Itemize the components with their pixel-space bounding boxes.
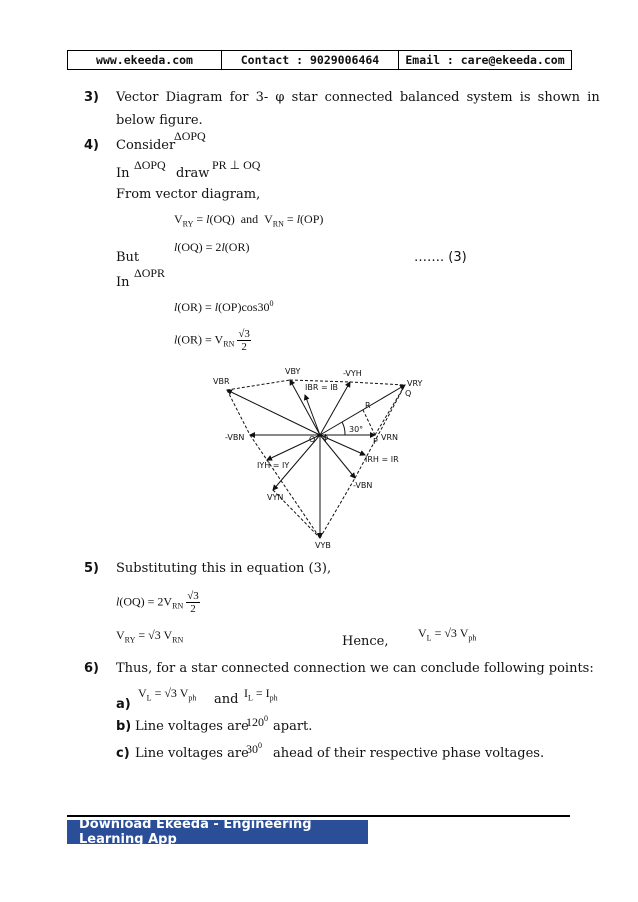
but-text: But	[116, 250, 140, 265]
equation-ref-3: ……. (3)	[414, 250, 467, 265]
point-6a-label: a)	[116, 697, 131, 712]
label-vrn: VRN	[381, 433, 399, 442]
point-6b-text2: apart.	[273, 719, 313, 734]
label-vyn: VYN	[267, 493, 284, 502]
equation-oq-or: l(OQ) = 2l(OR)	[174, 240, 250, 254]
label-ibr: IBR = IB	[305, 383, 339, 392]
equation-vry-vrn: $V_{RY} = l(OQ)$ and $V_{RN} = l(OP)$	[174, 212, 324, 229]
point-6b-text1: Line voltages are	[135, 719, 249, 734]
header-website[interactable]: www.ekeeda.com	[96, 53, 193, 67]
equation-vry-root3: $V_{RY} = √3$ $V_{RN}$	[116, 628, 184, 645]
label-phi: ϕ	[323, 433, 329, 442]
in-text-2: In	[116, 275, 130, 290]
label-neg-vyh: -VYH	[343, 369, 362, 378]
label-q: Q	[405, 389, 412, 398]
download-app-banner[interactable]: Download Ekeeda - Engineering Learning App	[67, 820, 368, 844]
point-6-number: 6)	[84, 661, 99, 676]
hence-text: Hence,	[342, 634, 389, 649]
perpendicular-statement: PR ⊥ OQ	[212, 158, 261, 172]
equation-vl-vph: $V_L = √3$ $V_{ph}$	[418, 626, 477, 643]
label-vby: VBY	[285, 367, 301, 376]
equation-vl-vph-2: $V_L = √3$ $V_{ph}$	[138, 686, 197, 703]
label-vbr: VBR	[213, 377, 230, 386]
point-4-number: 4)	[84, 138, 99, 153]
label-vry: VRY	[407, 379, 423, 388]
point-6c-label: c)	[116, 746, 130, 761]
label-iyh: IYH = IY	[257, 461, 290, 470]
equation-oq-vrn: $l(OQ) = 2V_{RN}$ $\frac{√3}{2}$	[116, 590, 199, 615]
label-neg-vbn-2: -VBN	[353, 481, 373, 490]
consider-text: Consider	[116, 138, 176, 153]
label-30: 30°	[349, 425, 364, 434]
label-neg-vbn: -VBN	[225, 433, 245, 442]
vector-diagram	[205, 360, 435, 550]
header-contact: Contact : 9029006464	[221, 51, 398, 69]
equation-or-vrn: $l(OR) = V_{RN}$ $\frac{√3}{2}$	[174, 328, 250, 353]
label-o: O	[309, 435, 316, 444]
label-vyb: VYB	[315, 541, 331, 550]
page-header	[67, 50, 572, 70]
draw-text: draw	[176, 166, 210, 181]
point-3-line2: below figure.	[116, 113, 203, 128]
label-irh: IRH = IR	[365, 455, 399, 464]
label-p: P	[373, 437, 378, 446]
point-3-number: 3)	[84, 90, 99, 105]
triangle-opq-2: ΔOPQ	[134, 158, 166, 172]
in-text: In	[116, 166, 130, 181]
point-3-line1: Vector Diagram for 3- φ star connected balanced system is shown in	[116, 90, 600, 105]
and-text: and	[214, 692, 239, 707]
point-5-text: Substituting this in equation (3),	[116, 561, 332, 576]
equation-or-cos: $l(OR) = l(OP)\cos 30^0$	[174, 299, 274, 314]
point-6c-text1: Line voltages are	[135, 746, 249, 761]
label-r: R	[365, 401, 371, 410]
point-6c-text2: ahead of their respective phase voltages.	[273, 746, 545, 761]
header-email[interactable]: Email : care@ekeeda.com	[398, 51, 571, 69]
triangle-opq: ΔOPQ	[174, 129, 206, 143]
point-6-text: Thus, for a star connected connection we can conclude following points:	[116, 661, 594, 676]
point-6b-label: b)	[116, 719, 132, 734]
point-5-number: 5)	[84, 561, 99, 576]
triangle-opr: ΔOPR	[134, 266, 166, 280]
from-vector-text: From vector diagram,	[116, 187, 261, 202]
equation-il-iph: $I_L = I_{ph}$	[244, 686, 278, 703]
angle-120: $120^0$	[246, 714, 268, 729]
angle-30: $30^0$	[246, 741, 262, 756]
